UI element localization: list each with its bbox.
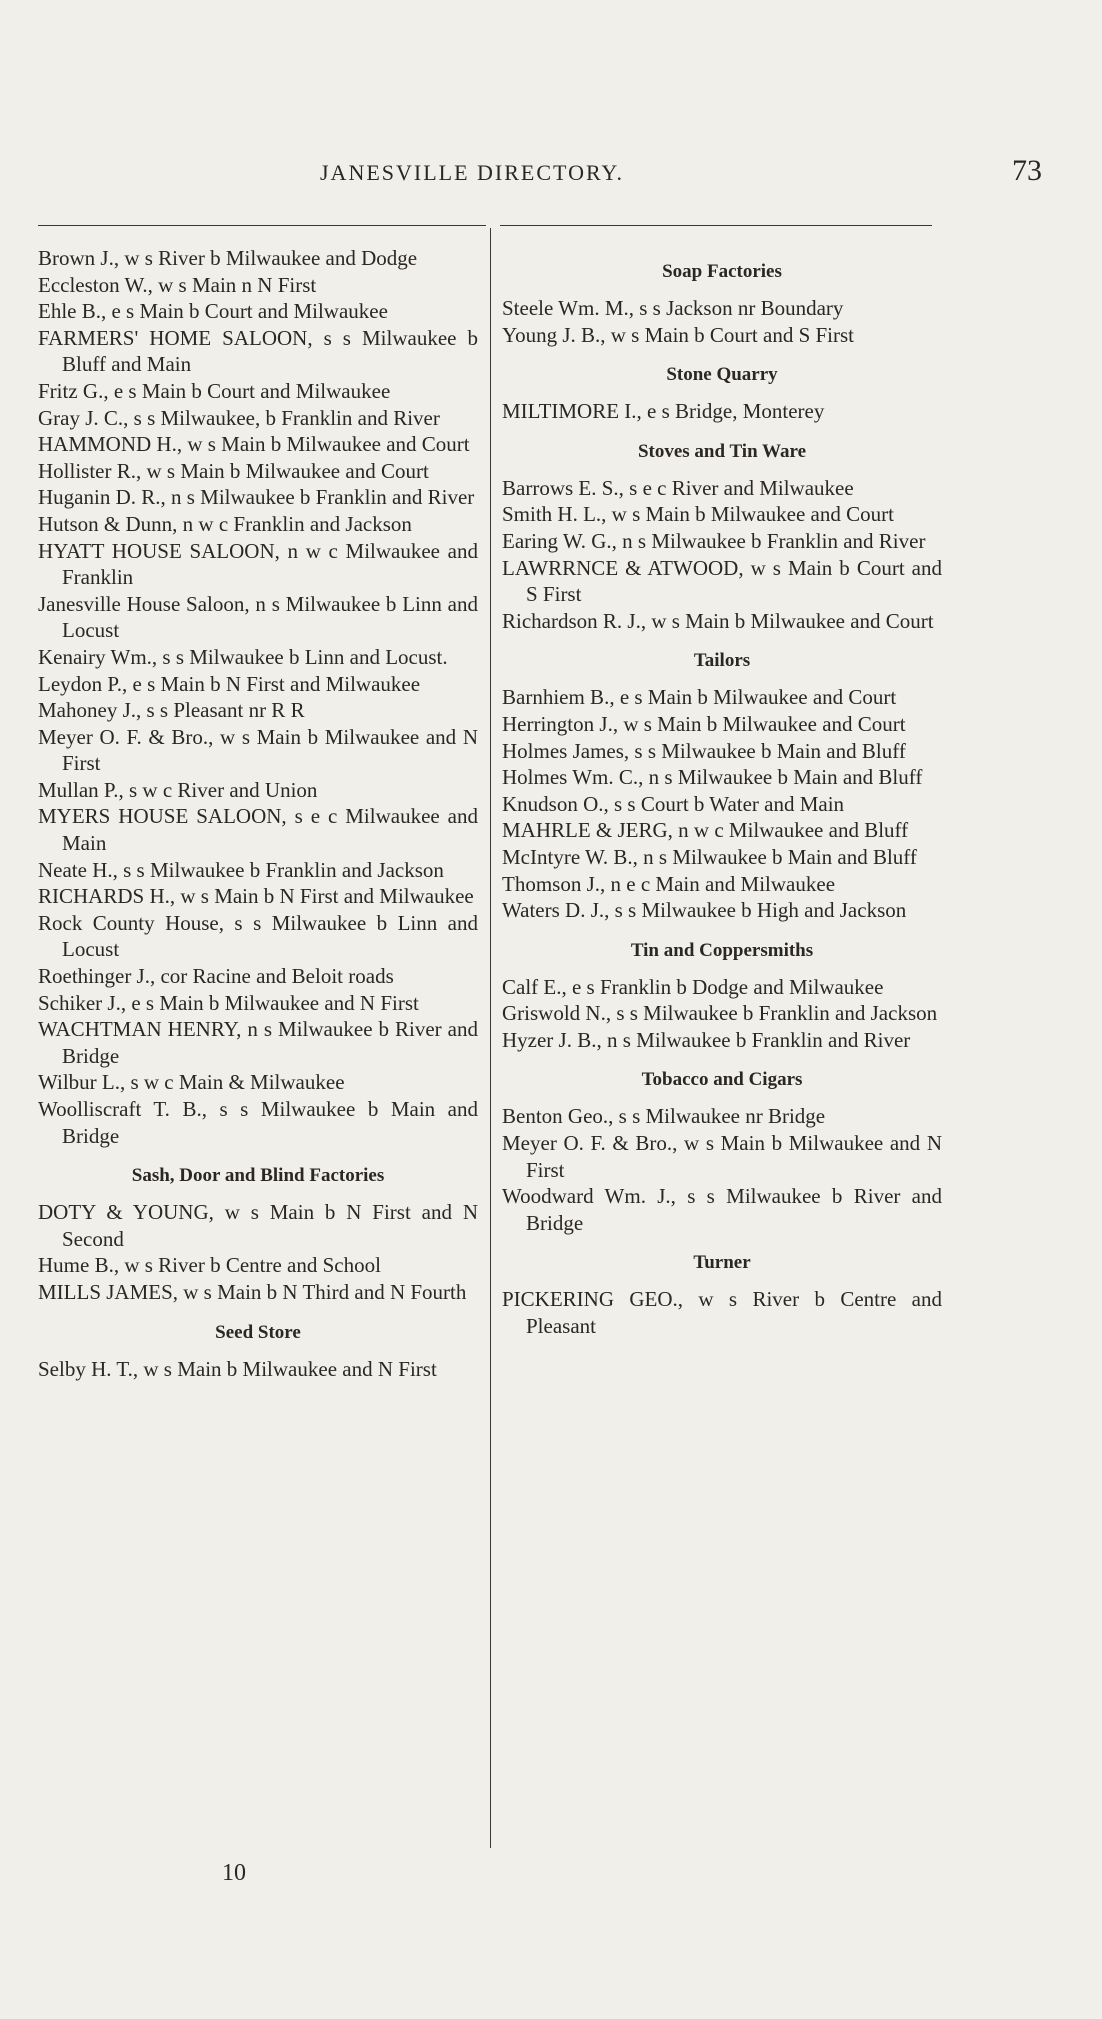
directory-entry: Woodward Wm. J., s s Milwaukee b River and Bridge: [502, 1184, 942, 1235]
directory-entry: Janesville House Saloon, n s Milwaukee b Linn and Locust: [38, 591, 478, 643]
directory-entry: Richardson R. J., w s Main b Milwaukee and Court: [502, 608, 934, 633]
directory-entry: Benton Geo., s s Milwaukee nr Bridge: [502, 1104, 826, 1129]
directory-entry: Ehle B., e s Main b Court and Milwaukee: [38, 299, 388, 324]
directory-entry: Selby H. T., w s Main b Milwaukee and N First: [38, 1356, 437, 1381]
directory-entry: Griswold N., s s Milwaukee b Franklin and Jackson: [502, 1001, 938, 1026]
directory-entry: Brown J., w s River b Milwaukee and Dodge: [38, 246, 418, 270]
directory-entry: RICHARDS H., w s Main b N First and Milwaukee: [38, 884, 474, 909]
directory-entry: Barnhiem B., e s Main b Milwaukee and Court: [502, 685, 897, 710]
directory-entry: McIntyre W. B., n s Milwaukee b Main and Bluff: [502, 844, 917, 869]
section-heading: Stone Quarry: [666, 364, 778, 386]
page-title: JANESVILLE DIRECTORY.: [320, 160, 624, 185]
right-column: [502, 245, 942, 1340]
directory-entry: Roethinger J., cor Racine and Beloit roads: [38, 964, 394, 989]
directory-entry: Hollister R., w s Main b Milwaukee and Court: [38, 458, 429, 483]
directory-entry: Rock County House, s s Milwaukee b Linn and Locust: [38, 910, 478, 962]
left-column: [38, 245, 478, 1382]
directory-entry: Gray J. C., s s Milwaukee, b Franklin and River: [38, 405, 440, 430]
section-heading: Sash, Door and Blind Factories: [131, 1165, 385, 1187]
section-heading: Turner: [693, 1252, 751, 1274]
directory-entry: Mahoney J., s s Pleasant nr R R: [38, 698, 305, 723]
directory-entry: MYERS HOUSE SALOON, s e c Milwaukee and Main: [38, 804, 478, 856]
directory-entry: Earing W. G., n s Milwaukee b Franklin and River: [502, 528, 926, 553]
directory-entry: Herrington J., w s Main b Milwaukee and Court: [502, 711, 906, 736]
section-heading: Stoves and Tin Ware: [637, 440, 807, 462]
directory-entry: MILTIMORE I., e s Bridge, Monterey: [502, 399, 825, 424]
directory-entry: DOTY & YOUNG, w s Main b N First and N Second: [38, 1200, 478, 1251]
directory-entry: Waters D. J., s s Milwaukee b High and Jackson: [502, 898, 907, 923]
page-number: 73: [1012, 154, 1042, 187]
page-header: [40, 154, 1042, 198]
directory-entry: Meyer O. F. & Bro., w s Main b Milwaukee and N First: [38, 724, 478, 776]
directory-entry: Steele Wm. M., s s Jackson nr Boundary: [502, 296, 844, 320]
directory-entry: PICKERING GEO., w s River b Centre and Pleasant: [502, 1287, 942, 1339]
directory-entry: Knudson O., s s Court b Water and Main: [502, 791, 845, 816]
directory-entry: Wilbur L., s w c Main & Milwaukee: [38, 1070, 345, 1095]
section-heading: Seed Store: [215, 1321, 301, 1343]
directory-entry: Hutson & Dunn, n w c Franklin and Jackson: [38, 511, 412, 536]
section-heading: Tailors: [693, 650, 751, 672]
section-heading: Tin and Coppersmiths: [630, 939, 814, 961]
directory-entry: HYATT HOUSE SALOON, n w c Milwaukee and Franklin: [38, 538, 478, 590]
directory-entry: WACHTMAN HENRY, n s Milwaukee b River and Bridge: [38, 1017, 478, 1068]
column-divider: [490, 228, 491, 1848]
directory-entry: Fritz G., e s Main b Court and Milwaukee: [38, 378, 391, 403]
directory-entry: HAMMOND H., w s Main b Milwaukee and Court: [38, 432, 470, 457]
directory-entry: Barrows E. S., s e c River and Milwaukee: [502, 475, 854, 500]
directory-entry: Young J. B., w s Main b Court and S First: [502, 322, 855, 347]
directory-entry: Schiker J., e s Main b Milwaukee and N First: [38, 990, 419, 1015]
directory-entry: Meyer O. F. & Bro., w s Main b Milwaukee and N First: [502, 1131, 942, 1182]
directory-entry: Hyzer J. B., n s Milwaukee b Franklin and River: [502, 1027, 911, 1052]
directory-entry: Thomson J., n e c Main and Milwaukee: [502, 871, 836, 896]
directory-entry: MAHRLE & JERG, n w c Milwaukee and Bluff: [502, 818, 909, 843]
directory-entry: Kenairy Wm., s s Milwaukee b Linn and Locust.: [38, 644, 448, 669]
directory-entry: FARMERS' HOME SALOON, s s Milwaukee b Bluff and Main: [38, 325, 478, 377]
directory-entry: Smith H. L., w s Main b Milwaukee and Court: [502, 502, 894, 527]
directory-entry: Eccleston W., w s Main n N First: [38, 272, 317, 297]
header-rule-left: [38, 225, 486, 226]
directory-entry: Hume B., w s River b Centre and School: [38, 1253, 381, 1278]
directory-entry: MILLS JAMES, w s Main b N Third and N Fourth: [38, 1279, 467, 1304]
directory-entry: Neate H., s s Milwaukee b Franklin and Jackson: [38, 857, 444, 882]
signature-mark: 10: [222, 1860, 246, 1886]
section-heading: Tobacco and Cigars: [641, 1069, 803, 1091]
directory-entry: LAWRRNCE & ATWOOD, w s Main b Court and S First: [502, 555, 942, 607]
directory-entry: Mullan P., s w c River and Union: [38, 777, 318, 802]
section-heading: Soap Factories: [662, 261, 782, 282]
directory-entry: Holmes Wm. C., n s Milwaukee b Main and Bluff: [502, 765, 923, 790]
directory-entry: Holmes James, s s Milwaukee b Main and Bluff: [502, 738, 906, 763]
directory-entry: Leydon P., e s Main b N First and Milwaukee: [38, 671, 421, 696]
directory-entry: Calf E., e s Franklin b Dodge and Milwaukee: [502, 974, 884, 999]
directory-entry: Huganin D. R., n s Milwaukee b Franklin and River: [38, 485, 475, 510]
header-rule-right: [500, 225, 932, 226]
directory-entry: Woolliscraft T. B., s s Milwaukee b Main and Bridge: [38, 1097, 478, 1148]
